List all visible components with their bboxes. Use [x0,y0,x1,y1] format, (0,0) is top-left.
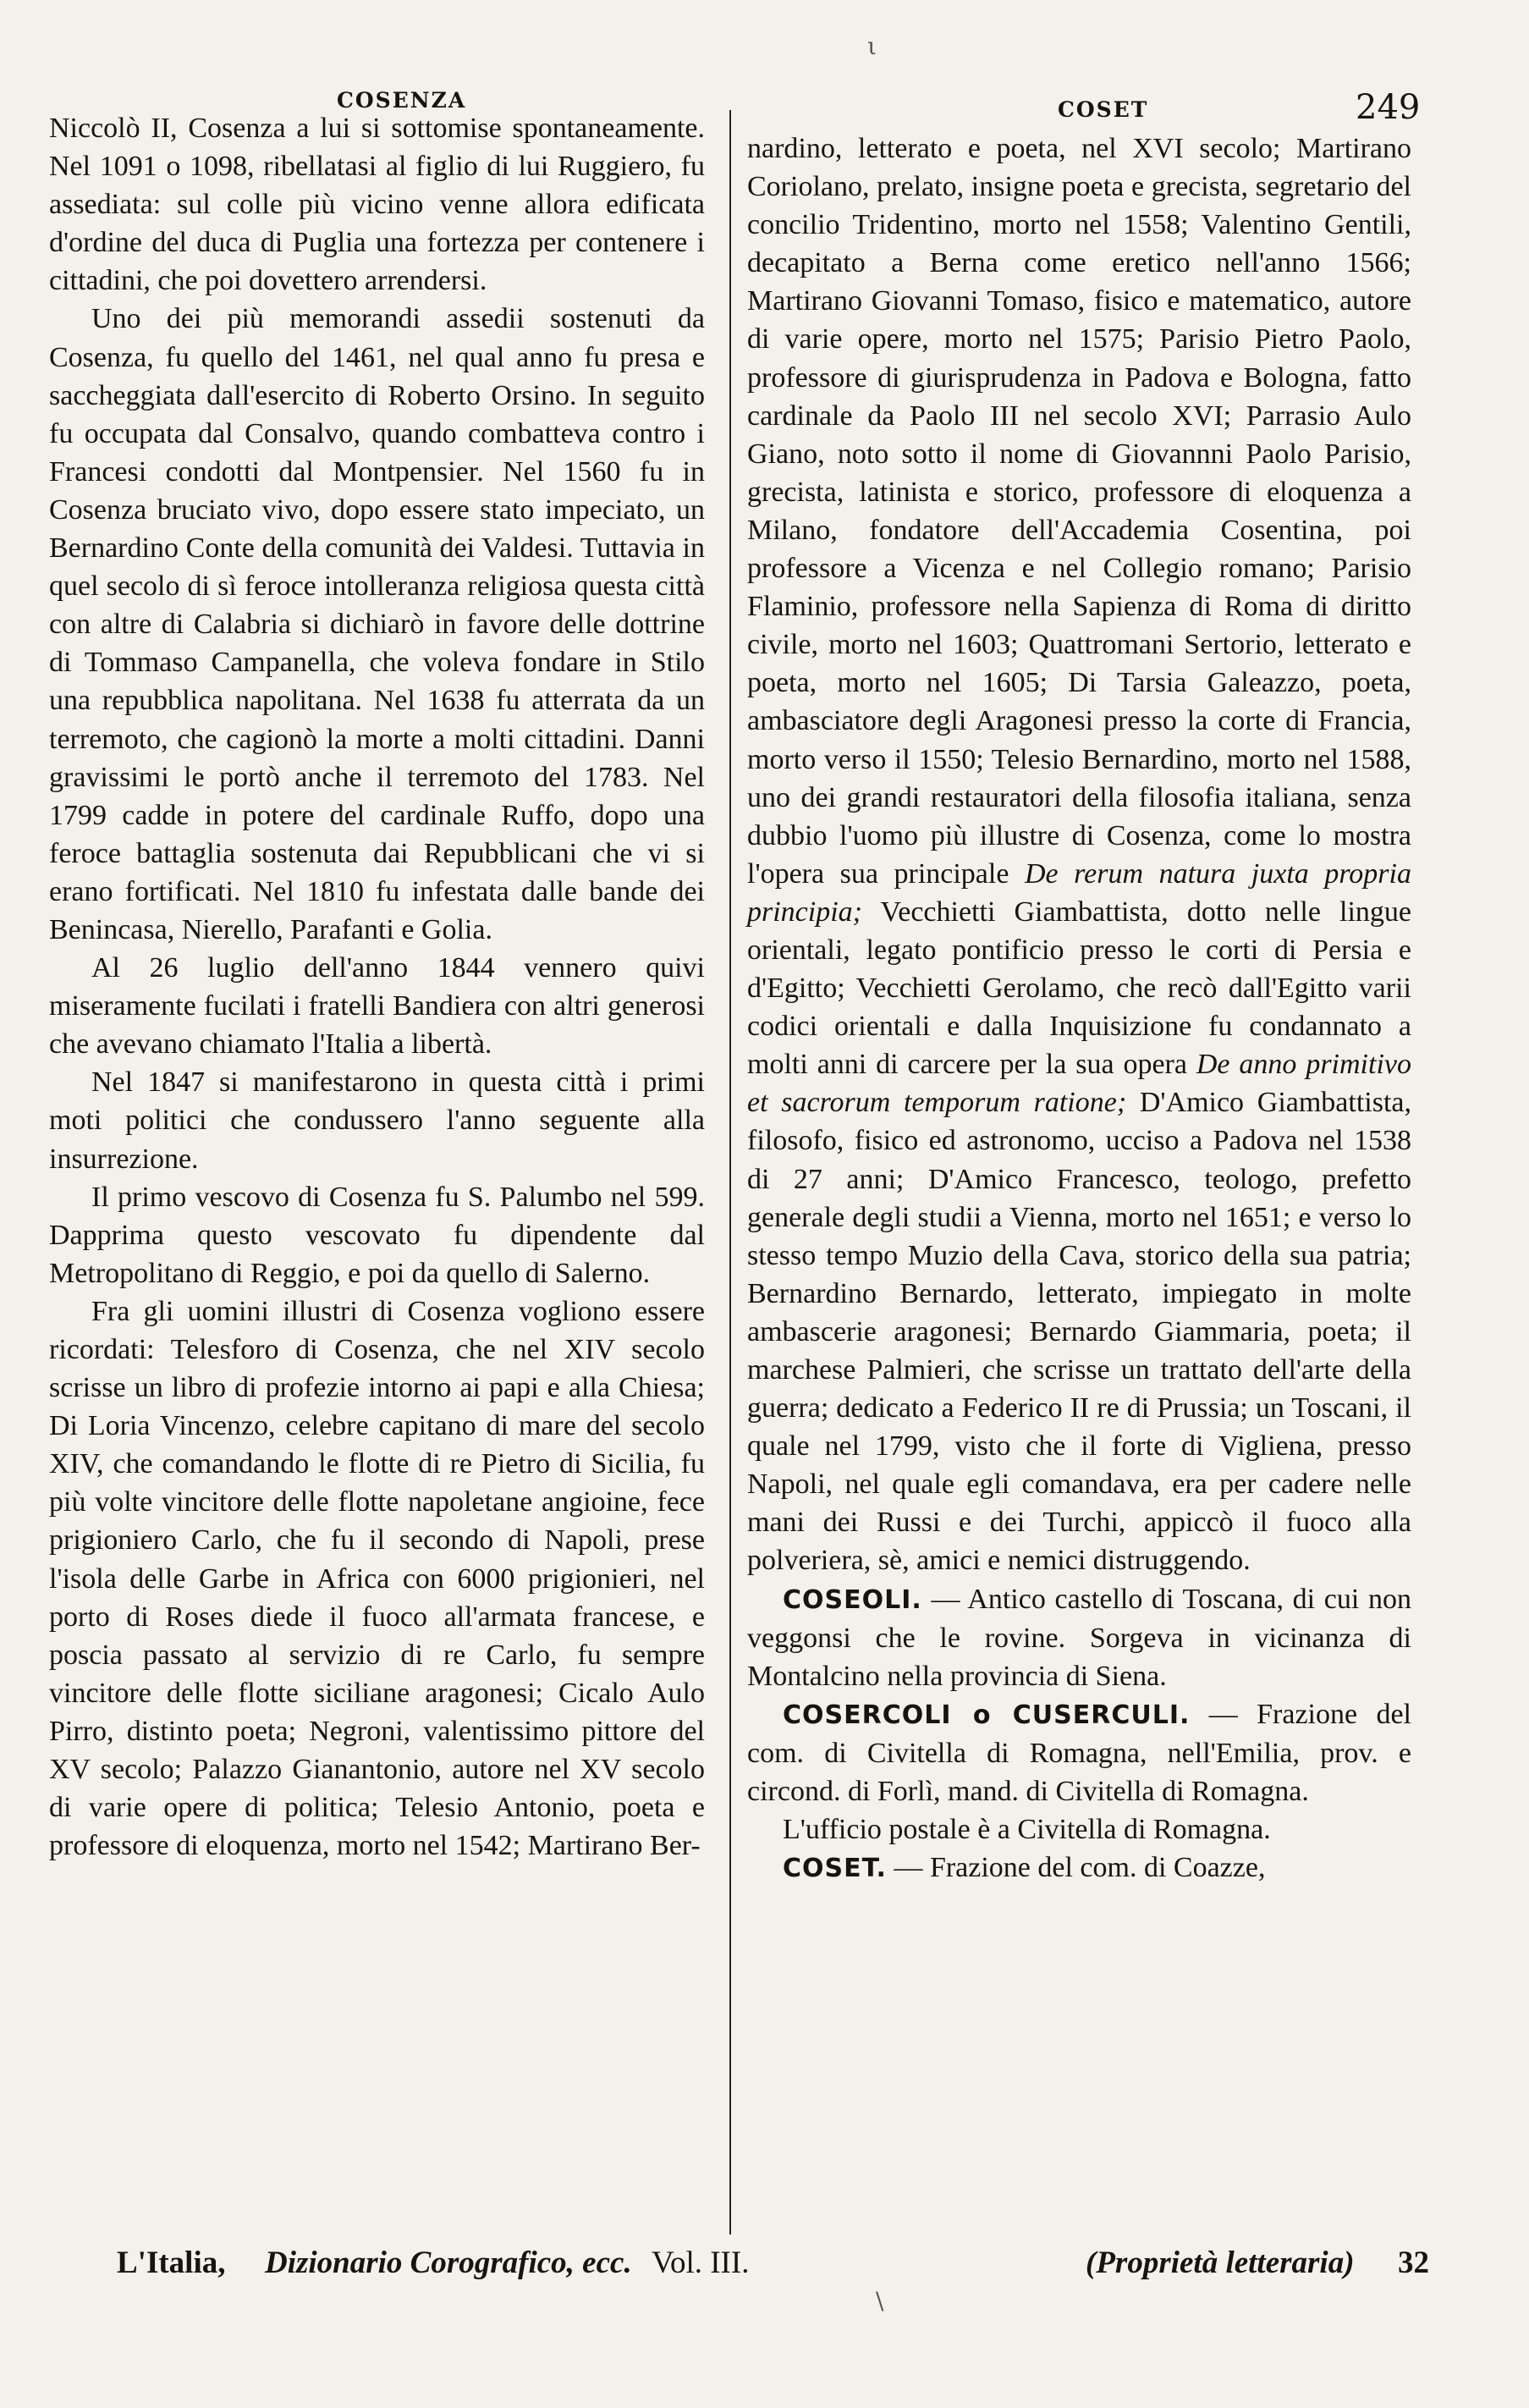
paragraph-history-1: Niccolò II, Cosenza a lui si sottomise spontaneamente. Nel 1091 o 1098, ribellatasi al figlio di lui Ruggiero, fu assediata: sul colle più vicino venne allora edificata d'ordine del duca di Puglia una fortezza per contenere i cittadini, che poi dovettero arrendersi. [49,113,705,297]
print-speck: ι [867,32,877,60]
print-speck: \ [876,2287,884,2315]
column-separator [729,110,731,2234]
entry-cosercoli: COSERCOLI o CUSERCULI. — Frazione del com. di Civitella di Romagna, nell'Emilia, prov. e circond. di Forlì, mand. di Civitella di Romagna. [747,1698,1411,1808]
right-column [747,129,1411,1887]
entry-coseoli: COSEOLI. — Antico castello di Toscana, di cui non veggonsi che le rovine. Sorgeva in vicinanza di Montalcino nella provincia di Siena. [747,1583,1411,1692]
running-header-right: COSET [1058,97,1149,122]
left-column [49,109,705,1865]
footer-volume: Vol. III. [652,2245,750,2280]
paragraph-illustri: Fra gli uomini illustri di Cosenza vogliono essere ricordati: Telesforo di Cosenza, che nel XIV secolo scrisse un libro di profezie intorno ai papi e alla Chiesa; Di Loria Vincenzo, celebre capitano di mare del secolo XIV, che comandando le flotte di re Pietro di Sicilia, fu più volte vincitore delle flotte napoletane angioine, fece prigioniero Carlo, che fu il secondo di Napoli, prese l'isola delle Garbe in Africa con 6000 prigionieri, nel porto di Roses diede il fuoco all'armata francese, e poscia passato al servizio di re Carlo, fu sempre vincitore delle flotte siciliane aragonesi; Cicalo Aulo Pirro, distinto poeta; Negroni, valentissimo pittore del XV secolo; Palazzo Gianantonio, autore nel XV secolo di varie opere di politica; Telesio Antonio, poeta e professore di eloquenza, morto nel 1542; Martirano Ber- [49,1295,705,1862]
entry-heading: COSERCOLI o CUSERCULI. [783,1700,1191,1730]
entry-heading: COSET. [783,1854,887,1884]
paragraph-illustri-cont: nardino, letterato e poeta, nel XVI secolo; Martirano Coriolano, prelato, insigne poeta e grecista, segretario del concilio Tridentino, morto nel 1558; Valentino Gentili, decapitato a Berna come eretico nell'anno 1566; Martirano Giovanni Tomaso, fisico e matematico, autore di varie opere, morto nel 1575; Parisio Pietro Paolo, professore di giurisprudenza in Padova e Bologna, fatto cardinale da Paolo III nel secolo XVI; Parrasio Aulo Giano, noto sotto il nome di Giovannni Paolo Parisio, grecista, latinista e storico, professore di eloquenza a Milano, fondatore dell'Accademia Cosentina, poi professore a Vicenza e nel Collegio romano; Parisio Flaminio, professore nella Sapienza di Roma di diritto civile, morto nel 1603; Quattromani Sertorio, letterato e poeta, morto nel 1605; Di Tarsia Galeazzo, poeta, ambasciatore degli Aragonesi presso la corte di Francia, morto verso il 1550; Telesio Bernardino, morto nel 1588, uno dei grandi restauratori della filosofia italiana, senza dubbio l'uomo più illustre di Cosenza, come lo mostra l'opera sua principale De rerum natura juxta propria principia; Vecchietti Giambattista, dotto nelle lingue orientali, legato pontificio presso le corti di Persia e d'Egitto; Vecchietti Gerolamo, che recò dall'Egitto varii codici orientali e dalla Inquisizione fu condannato a molti anni di carcere per la sua opera De anno primitivo et sacrorum temporum ratione; D'Amico Giambattista, filosofo, fisico ed astronomo, ucciso a Padova nel 1538 di 27 anni; D'Amico Francesco, teologo, prefetto generale degli studii a Vienna, morto nel 1651; e verso lo stesso tempo Muzio della Cava, storico della sua patria; Bernardino Bernardo, letterato, impiegato in molte ambascerie aragonesi; Bernardo Giammaria, poeta; il marchese Palmieri, che scrisse un trattato dell'arte della guerra; dedicato a Federico II re di Prussia; un Toscani, il quale nel 1799, visto che il forte di Vigliena, presso Napoli, nel quale egli comandava, era per cadere nelle mani dei Russi e dei Turchi, appiccò il fuoco alla polveriera, sè, amici e nemici distruggendo. [747,133,1411,1577]
page-number: 249 [1356,88,1421,127]
paragraph-vescovo: Il primo vescovo di Cosenza fu S. Palumbo nel 599. Dapprima questo vescovato fu dipendente dal Metropolitano di Reggio, e poi da quello di Salerno. [49,1181,705,1289]
footer-signature: 32 [1398,2245,1429,2280]
paragraph-bandiera: Al 26 luglio dell'anno 1844 vennero quivi miseramente fucilati i fratelli Bandiera con altri generosi che avevano chiamato l'Italia a libertà. [49,952,705,1061]
running-header-left: COSENZA [337,88,467,113]
paragraph-history-2: Uno dei più memorandi assedii sostenuti da Cosenza, fu quello del 1461, nel qual anno fu presa e saccheggiata dall'esercito di Roberto Orsino. In seguito fu occupata dal Consalvo, quando combatteva contro i Francesi condotti dal Montpensier. Nel 1560 fu in Cosenza bruciato vivo, dopo essere stato impeciato, un Bernardino Conte della comunità dei Valdesi. Tuttavia in quel secolo di sì feroce intolleranza religiosa questa città con altre di Calabria si dichiarò in favore delle dottrine di Tommaso Campanella, che voleva fondare in Stilo una repubblica napolitana. Nel 1638 fu atterrata da un terremoto, che cagionò la morte a molti cittadini. Danni gravissimi le portò anche il terremoto del 1783. Nel 1799 cadde in potere del cardinale Ruffo, dopo una feroce battaglia sostenuta dai Repubblicani che vi si erano fortificati. Nel 1810 fu infestata dalle bande dei Benincasa, Nierello, Parafanti e Golia. [49,303,705,945]
entry-coset: COSET. — Frazione del com. di Coazze, [783,1852,1266,1884]
book-title-de-anno: De anno primitivo et sacrorum temporum ratione; [747,1049,1411,1119]
entry-cosercoli-postal: L'ufficio postale è a Civitella di Romagna. [783,1814,1271,1846]
paragraph-1847: Nel 1847 si manifestarono in questa città i primi moti politici che condussero l'anno seguente alla insurrezione. [49,1066,705,1175]
footer-copyright-note: (Proprietà letteraria) [1086,2245,1355,2280]
book-title-de-rerum: De rerum natura juxta propria principia; [747,857,1411,928]
footer-title: Dizionario Corografico, ecc. [265,2245,632,2280]
footer-prefix: L'Italia, [117,2245,226,2280]
entry-heading: COSEOLI. [783,1584,922,1615]
